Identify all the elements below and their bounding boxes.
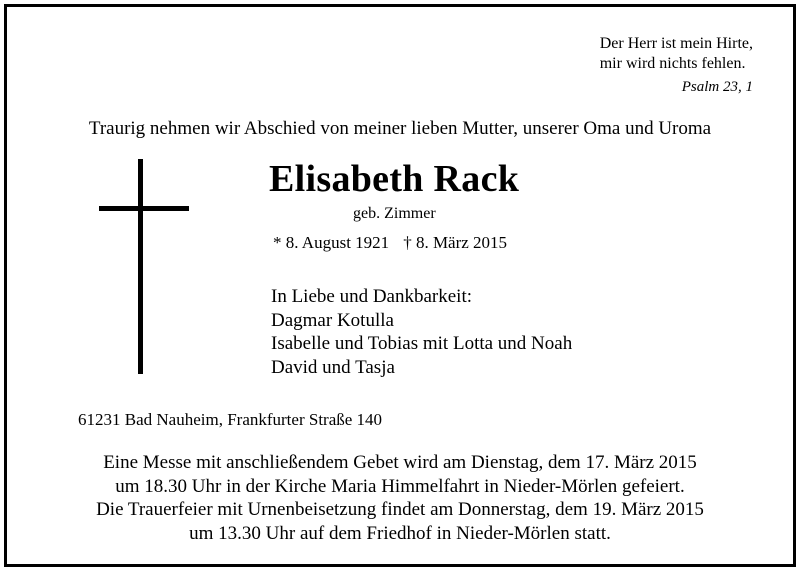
psalm-quote (600, 34, 753, 74)
mourner-line: Isabelle und Tobias mit Lotta und Noah (271, 333, 573, 354)
mourners-heading: In Liebe und Dankbarkeit: (271, 286, 473, 307)
quote-source: Psalm 23, 1 (681, 79, 753, 95)
birth-date: * 8. August 1921 (273, 233, 390, 252)
service-line: um 13.30 Uhr auf dem Friedhof in Nieder-Mörlen statt. (189, 522, 611, 544)
life-dates (273, 233, 507, 253)
birth-name: geb. Zimmer (353, 205, 436, 222)
service-line: Die Trauerfeier mit Urnenbeisetzung findet am Donnerstag, dem 19. März 2015 (96, 499, 704, 520)
mourner-line: Dagmar Kotulla (271, 309, 394, 331)
mourners-list (271, 285, 572, 379)
quote-line-1: Der Herr ist mein Hirte, (599, 35, 753, 52)
cross-icon (99, 159, 189, 374)
address: 61231 Bad Nauheim, Frankfurter Straße 140 (78, 410, 383, 429)
deceased-name: Elisabeth Rack (269, 158, 520, 200)
mourner-line: David und Tasja (271, 356, 395, 378)
service-line: Eine Messe mit anschließendem Gebet wird am Dienstag, dem 17. März 2015 (103, 452, 697, 473)
intro-text: Traurig nehmen wir Abschied von meiner lieben Mutter, unserer Oma und Uroma (88, 118, 712, 139)
service-line: um 18.30 Uhr in der Kirche Maria Himmelfahrt in Nieder-Mörlen gefeiert. (115, 475, 685, 497)
quote-line-2: mir wird nichts fehlen. (599, 55, 746, 72)
death-date: † 8. März 2015 (403, 233, 508, 252)
service-info (0, 451, 800, 545)
